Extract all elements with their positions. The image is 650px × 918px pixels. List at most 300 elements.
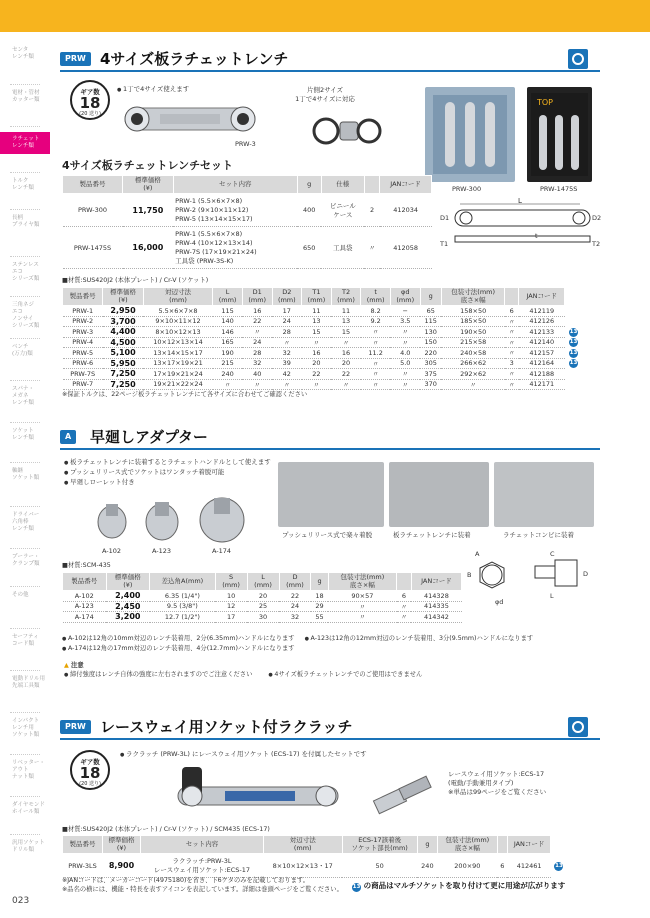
cell: 11 — [302, 306, 332, 317]
sidebar-item[interactable]: ベンチ (万力)類 — [12, 344, 33, 357]
sidebar-divider — [10, 586, 40, 587]
column-header — [497, 836, 507, 854]
note-item: ● A-174は12角の17mm対辺のレンチ装着用、4分(12.7mm)ハンドルになります — [62, 644, 602, 654]
column-header: φd (mm) — [390, 288, 420, 306]
cell: 11.2 — [361, 348, 391, 359]
sidebar-item[interactable]: プーラー・ クランプ類 — [12, 554, 40, 567]
cell: 〃 — [242, 379, 272, 390]
cell: 130 — [420, 327, 441, 338]
column-header: L (mm) — [213, 288, 243, 306]
adapter-table — [62, 572, 462, 623]
cell: 〃 — [397, 612, 412, 623]
cell: 2,950 — [103, 306, 143, 317]
cell: 16 — [302, 348, 332, 359]
size: 8×10×12×13・17 — [263, 854, 342, 878]
section-header-prw — [60, 50, 590, 72]
cell: 〃 — [505, 369, 519, 380]
table-row — [63, 612, 462, 623]
column-header: JANコード — [507, 836, 551, 854]
footnote-line: ※品名の横には、機能・特長を表すアイコンを表記しています。詳細は巻頭ページをご覧ください。 — [62, 886, 343, 893]
sidebar-item[interactable]: 三角ネジ エコ ノンサイ シリーズ類 — [12, 302, 40, 329]
cell: 〃 — [361, 337, 391, 348]
cell: 11 — [331, 306, 361, 317]
column-header: 製品番号 — [63, 176, 123, 194]
feature-item: ● 板ラチェットレンチに装着するとラチェットハンドルとして使えます — [64, 458, 271, 468]
cell: 146 — [213, 327, 243, 338]
cell: 140 — [213, 316, 243, 327]
cell: 32 — [272, 348, 302, 359]
set-title: 4サイズ板ラチェットレンチセット — [62, 159, 233, 172]
cell: PRW-7S — [63, 369, 103, 380]
cell: 115 — [213, 306, 243, 317]
sidebar-divider — [10, 209, 40, 210]
table-row — [63, 327, 583, 338]
sidebar-item[interactable]: セーフティ コード類 — [12, 634, 39, 647]
gear-count-seal — [70, 80, 110, 120]
ratchet-function-icon — [568, 717, 588, 737]
cell: PRW-3 — [63, 327, 103, 338]
svg-text:φd: φd — [495, 598, 504, 606]
cell: 〃 — [505, 316, 519, 327]
svg-text:L: L — [550, 592, 554, 600]
column-header — [397, 573, 412, 591]
cell: 4,500 — [103, 337, 143, 348]
sidebar-item[interactable]: 電動ドリル用 先端工具類 — [12, 676, 46, 689]
column-header: D2 (mm) — [272, 288, 302, 306]
cell: 2,450 — [106, 601, 150, 612]
cell: 412171 — [519, 379, 565, 390]
cell: 〃 — [390, 337, 420, 348]
feature-text: ● ラクラッチ (PRW-3L) にレースウェイ用ソケット (ECS-17) を付属したセットです — [120, 750, 367, 760]
cell: 〃 — [361, 369, 391, 380]
cell: 5,950 — [103, 358, 143, 369]
table-row — [63, 591, 462, 602]
column-header: 対辺寸法 (mm) — [143, 288, 213, 306]
section-rule — [60, 448, 600, 450]
column-header: 標準価格 (¥) — [106, 573, 150, 591]
side-note-line: レースウェイ用ソケット:ECS-17 — [448, 770, 545, 778]
sidebar-divider — [10, 126, 40, 127]
cell: 190 — [213, 348, 243, 359]
caution-item: ● 4サイズ板ラチェットレンチでのご使用はできません — [268, 670, 422, 680]
ratchet-function-icon — [568, 49, 588, 69]
cell: 375 — [420, 369, 441, 380]
cell: 412126 — [519, 316, 565, 327]
cell: PRW-2 — [63, 316, 103, 327]
warning-icon: ▲ — [64, 662, 69, 669]
spec: ビニール ケース — [321, 194, 364, 227]
set-contents: ラクラッチ:PRW-3L レースウェイ用ソケット:ECS-17 — [141, 854, 264, 878]
length: 50 — [342, 854, 417, 878]
raceway-table — [62, 835, 567, 878]
cell: 〃 — [505, 337, 519, 348]
usage-photo-1 — [278, 462, 384, 527]
table-row — [63, 369, 583, 380]
cell: 〃 — [397, 601, 412, 612]
seal-sub: (20 送り) — [79, 781, 101, 787]
cell: 10 — [215, 591, 247, 602]
cell: 22 — [302, 369, 332, 380]
sidebar-item[interactable]: ラチェット レンチ類 — [0, 132, 50, 154]
cell: 〃 — [505, 348, 519, 359]
cell: 24 — [279, 601, 311, 612]
spec: 工具袋 — [321, 227, 364, 269]
set-contents: PRW-1 (5.5×6×7×8) PRW-2 (9×10×11×12) PRW-5 (13×14×15×17) — [173, 194, 297, 227]
column-header: 包装寸法(mm) 底さ×幅 — [328, 573, 396, 591]
feature-item: ● プッシュリリース式でソケットはワンタッチ着脱可能 — [64, 468, 271, 478]
cell: 266×62 — [441, 358, 504, 369]
cell: 414342 — [411, 612, 461, 623]
cell: 24 — [242, 337, 272, 348]
cell: 〃 — [441, 379, 504, 390]
product-label: PRW-3 — [235, 140, 256, 148]
usage-caption-2: 板ラチェットレンチに装着 — [393, 531, 471, 539]
cell: PRW-4 — [63, 337, 103, 348]
page-number: 023 — [12, 896, 30, 906]
table-row — [63, 306, 583, 317]
column-header: g — [297, 176, 321, 194]
side-note — [448, 770, 546, 797]
column-header: JANコード — [380, 176, 432, 194]
svg-text:T1: T1 — [440, 240, 449, 248]
mark-cell — [565, 316, 582, 327]
column-header: セット内容 — [173, 176, 297, 194]
cell: 〃 — [390, 379, 420, 390]
cell: 3 — [505, 358, 519, 369]
adapter-images — [90, 492, 260, 547]
dimension-drawing — [440, 198, 610, 258]
jan-code: 412034 — [380, 194, 432, 227]
sidebar-divider — [10, 834, 40, 835]
product-code: PRW-1475S — [63, 227, 123, 269]
cell: 22 — [242, 316, 272, 327]
sidebar-divider — [10, 712, 40, 713]
cell: 20 — [247, 591, 279, 602]
mark-cell — [565, 348, 582, 359]
seal-label: ギア数 — [80, 88, 100, 96]
sidebar-item[interactable]: その他 — [12, 592, 29, 598]
multi-socket-icon: 13 — [352, 884, 361, 890]
sidebar-item[interactable]: 汎用ソケット ドリル類 — [12, 840, 45, 853]
multi-socket-icon: 13 — [569, 328, 578, 335]
gear-count-seal — [70, 750, 110, 790]
column-header: 標準価格 (¥) — [103, 288, 143, 306]
seal-number: 18 — [79, 94, 101, 112]
section-rule — [60, 738, 600, 740]
cell: 165 — [213, 337, 243, 348]
sidebar-divider — [10, 256, 40, 257]
ratchet-wrench-image — [115, 100, 265, 138]
qty: 6 — [497, 854, 507, 878]
cell: 28 — [242, 348, 272, 359]
table-header-row — [63, 836, 568, 854]
cell: 25 — [247, 601, 279, 612]
sidebar-nav — [0, 32, 50, 918]
caution-label: 注意 — [71, 662, 84, 669]
column-header: 標準価格 (¥) — [102, 836, 140, 854]
cell: 〃 — [302, 379, 332, 390]
cell: 158×50 — [441, 306, 504, 317]
table-header-row — [63, 288, 583, 306]
adapter-label-2: A-123 — [152, 547, 172, 555]
cell: 32 — [279, 612, 311, 623]
usage-caption-1: プッシュリリース式で楽々着脱 — [282, 531, 373, 539]
cell: 412157 — [519, 348, 565, 359]
seal-label: ギア数 — [80, 758, 100, 766]
column-header: ECS-17該着後 ソケット部長(mm) — [342, 836, 417, 854]
mark-cell — [565, 369, 582, 380]
column-header: 標準価格 (¥) — [123, 176, 174, 194]
sidebar-divider — [10, 296, 40, 297]
mark-cell — [565, 327, 582, 338]
feature-list — [64, 458, 271, 488]
cell: 7,250 — [103, 379, 143, 390]
cell: 22 — [279, 591, 311, 602]
cell: 〃 — [328, 601, 396, 612]
cell: 〃 — [361, 379, 391, 390]
cell: 10×12×13×14 — [143, 337, 213, 348]
material-note-3: ■材質:SUS420J2 (本体プレート) / Cr-V (ソケット) / SCM435 (ECS-17) — [62, 826, 270, 833]
sidebar-divider — [10, 422, 40, 423]
series-badge: PRW — [60, 720, 91, 734]
feature-text: ● 1丁で4サイズ使えます — [117, 85, 189, 95]
side-note-line: ※単品は99ページをご覧ください — [448, 788, 547, 796]
column-header: g — [420, 288, 441, 306]
cell: 〃 — [361, 358, 391, 369]
sidebar-item[interactable]: インパクト レンチ用 ソケット類 — [12, 718, 40, 738]
cell: 220 — [420, 348, 441, 359]
usage-caption-3: ラチェットコンビに装着 — [503, 531, 575, 539]
cell: 15 — [302, 327, 332, 338]
top-color-bar — [0, 0, 650, 32]
sidebar-divider — [10, 462, 40, 463]
cell: PRW-1 — [63, 306, 103, 317]
usage-photo-3 — [494, 462, 594, 527]
material-note-2: ■材質:SCM-435 — [62, 562, 111, 569]
pack-size: 200×90 — [437, 854, 497, 878]
seal-number: 18 — [79, 764, 101, 782]
cell: 7,250 — [103, 369, 143, 380]
raceway-socket-image — [370, 772, 440, 822]
table-header-row — [63, 573, 462, 591]
cell: A-174 — [63, 612, 107, 623]
adapter-label-1: A-102 — [102, 547, 122, 555]
column-header: 包装寸法(mm) 底さ×幅 — [437, 836, 497, 854]
multi-socket-icon: 13 — [555, 862, 563, 869]
cell: 414328 — [411, 591, 461, 602]
note-item: ● A-123は12角の12mm対辺のレンチ装着用、3分(9.5mm)ハンドルになります — [305, 634, 534, 644]
cell: 30 — [247, 612, 279, 623]
set-photo-prw1475s — [527, 87, 592, 182]
photo-label-2: PRW-1475S — [540, 185, 578, 193]
svg-text:C: C — [550, 550, 555, 558]
sidebar-item[interactable]: 軸継 ソケット類 — [12, 468, 40, 481]
qty: 〃 — [364, 227, 379, 269]
price: 8,900 — [102, 854, 140, 878]
cell: A-123 — [63, 601, 107, 612]
svg-text:T2: T2 — [592, 240, 601, 248]
footnote-line: ※JANコードは、メーカーコード(4975180)を省き、下6ケタのみを記載しております。 — [62, 877, 310, 884]
cell: 190×50 — [441, 327, 504, 338]
cell: 28 — [272, 327, 302, 338]
svg-text:B: B — [467, 571, 472, 579]
cell: A-102 — [63, 591, 107, 602]
table-row — [63, 337, 583, 348]
cell: 16 — [331, 348, 361, 359]
column-header: 差込角A(mm) — [150, 573, 216, 591]
sidebar-divider — [10, 670, 40, 671]
column-header: L (mm) — [247, 573, 279, 591]
callout-text: 片側2サイズ 1丁で4サイズに対応 — [295, 86, 355, 103]
cell: 305 — [420, 358, 441, 369]
jan-code: 412461 — [507, 854, 551, 878]
product-code: PRW-3LS — [63, 854, 103, 878]
cell: 〃 — [328, 612, 396, 623]
multi-socket-icon: 13 — [569, 349, 578, 356]
table-row — [63, 854, 568, 878]
cell: 〃 — [272, 337, 302, 348]
sidebar-item[interactable]: 電材・管材 カッター類 — [12, 90, 40, 103]
sidebar-item[interactable]: ダイヤモンド ホイール類 — [12, 802, 45, 815]
cell: 〃 — [390, 327, 420, 338]
cell: 6 — [505, 306, 519, 317]
cell: 13×14×15×17 — [143, 348, 213, 359]
product-code: PRW-300 — [63, 194, 123, 227]
column-header — [364, 176, 379, 194]
sidebar-divider — [10, 338, 40, 339]
cell: − — [390, 306, 420, 317]
cell: 42 — [272, 369, 302, 380]
cell: 240×58 — [441, 348, 504, 359]
sidebar-item[interactable]: ソケット レンチ類 — [12, 428, 34, 441]
cell: 19×21×22×24 — [143, 379, 213, 390]
cell: 〃 — [361, 327, 391, 338]
multi-socket-icon: 13 — [569, 339, 578, 346]
cell: 5.0 — [390, 358, 420, 369]
column-header: 製品番号 — [63, 288, 103, 306]
sidebar-item[interactable]: 長柄 プライヤ類 — [12, 215, 40, 228]
photo-label-1: PRW-300 — [452, 185, 482, 193]
feature-item: ● 早廻しローレット付き — [64, 478, 271, 488]
caution-title — [64, 661, 84, 670]
sidebar-item[interactable]: ステンレス エコ シリーズ類 — [12, 262, 40, 282]
cell: 55 — [311, 612, 328, 623]
column-header: t (mm) — [361, 288, 391, 306]
qty: 2 — [364, 194, 379, 227]
sidebar-divider — [10, 754, 40, 755]
column-header: T1 (mm) — [302, 288, 332, 306]
sidebar-item[interactable]: トルク レンチ類 — [12, 178, 34, 191]
socket-banner — [352, 880, 565, 892]
cell: 3,200 — [106, 612, 150, 623]
cell: 15 — [331, 327, 361, 338]
set-table — [62, 175, 432, 269]
usage-photo-2 — [389, 462, 489, 527]
column-header: g — [311, 573, 328, 591]
column-header: 仕様 — [321, 176, 364, 194]
spec-table — [62, 287, 582, 390]
sidebar-divider — [10, 548, 40, 549]
cell: 6 — [397, 591, 412, 602]
svg-text:D1: D1 — [440, 214, 450, 222]
sidebar-divider — [10, 628, 40, 629]
cell: 6.35 (1/4") — [150, 591, 216, 602]
column-header: JANコード — [411, 573, 461, 591]
price: 16,000 — [123, 227, 174, 269]
cell: 5,100 — [103, 348, 143, 359]
svg-text:TOP: TOP — [537, 98, 554, 107]
column-header: セット内容 — [141, 836, 264, 854]
cell: 17×19×21×24 — [143, 369, 213, 380]
cell: 3,700 — [103, 316, 143, 327]
cell: 〃 — [505, 379, 519, 390]
section-title: 早廻しアダプター — [90, 428, 208, 446]
raceway-ratchet-image — [170, 765, 350, 820]
table-row — [63, 358, 583, 369]
cell: 16 — [242, 306, 272, 317]
cell: 215×58 — [441, 337, 504, 348]
cell: 8.2 — [361, 306, 391, 317]
sidebar-divider — [10, 84, 40, 85]
cell: 18 — [311, 591, 328, 602]
series-badge: PRW — [60, 52, 91, 66]
sidebar-item[interactable]: ドライバー 六角棒 レンチ類 — [12, 512, 40, 532]
sidebar-item[interactable]: スパナ・ メガネ レンチ類 — [12, 386, 35, 406]
banner-text: の商品はマルチソケットを取り付けて更に用途が広がります — [363, 881, 566, 890]
seal-sub: (20 送り) — [79, 111, 101, 117]
cell: 13 — [331, 316, 361, 327]
price: 11,750 — [123, 194, 174, 227]
cell: 412188 — [519, 369, 565, 380]
sidebar-divider — [10, 172, 40, 173]
cell: 12.7 (1/2") — [150, 612, 216, 623]
cell: 4.0 — [390, 348, 420, 359]
cell: 9×10×11×12 — [143, 316, 213, 327]
material-note: ■材質:SUS420J2 (本体プレート) / Cr-V (ソケット) — [62, 277, 209, 284]
table-header-row — [63, 176, 432, 194]
column-header: 対辺寸法 (mm) — [263, 836, 342, 854]
cell: 8×10×12×13 — [143, 327, 213, 338]
set-photo-prw300 — [425, 87, 515, 182]
section-rule — [60, 70, 600, 72]
column-header: S (mm) — [215, 573, 247, 591]
cell: 9.2 — [361, 316, 391, 327]
cell: 〃 — [302, 337, 332, 348]
column-header: 製品番号 — [63, 836, 103, 854]
cell: 〃 — [272, 379, 302, 390]
weight: 240 — [417, 854, 437, 878]
caution-list — [64, 670, 604, 680]
cell: 412140 — [519, 337, 565, 348]
cell: 13 — [302, 316, 332, 327]
column-header: D (mm) — [279, 573, 311, 591]
mark-cell — [565, 306, 582, 317]
svg-text:D: D — [583, 570, 589, 578]
adapter-dimension-drawing — [465, 548, 595, 618]
cell: 3.5 — [390, 316, 420, 327]
sidebar-item[interactable]: センタ レンチ類 — [12, 47, 34, 60]
sidebar-item[interactable]: リベッター・ アウト ナット類 — [12, 760, 45, 780]
mark-cell — [565, 358, 582, 369]
section-header-raceway — [60, 718, 590, 740]
side-note-line: (電動/手動兼用タイプ) — [448, 779, 514, 787]
svg-text:L: L — [518, 198, 522, 205]
cell: 〃 — [213, 379, 243, 390]
column-header: JANコード — [519, 288, 565, 306]
section-title: 4サイズ板ラチェットレンチ — [100, 50, 289, 68]
section-header-adapter — [60, 428, 590, 450]
adapter-notes — [62, 634, 602, 654]
